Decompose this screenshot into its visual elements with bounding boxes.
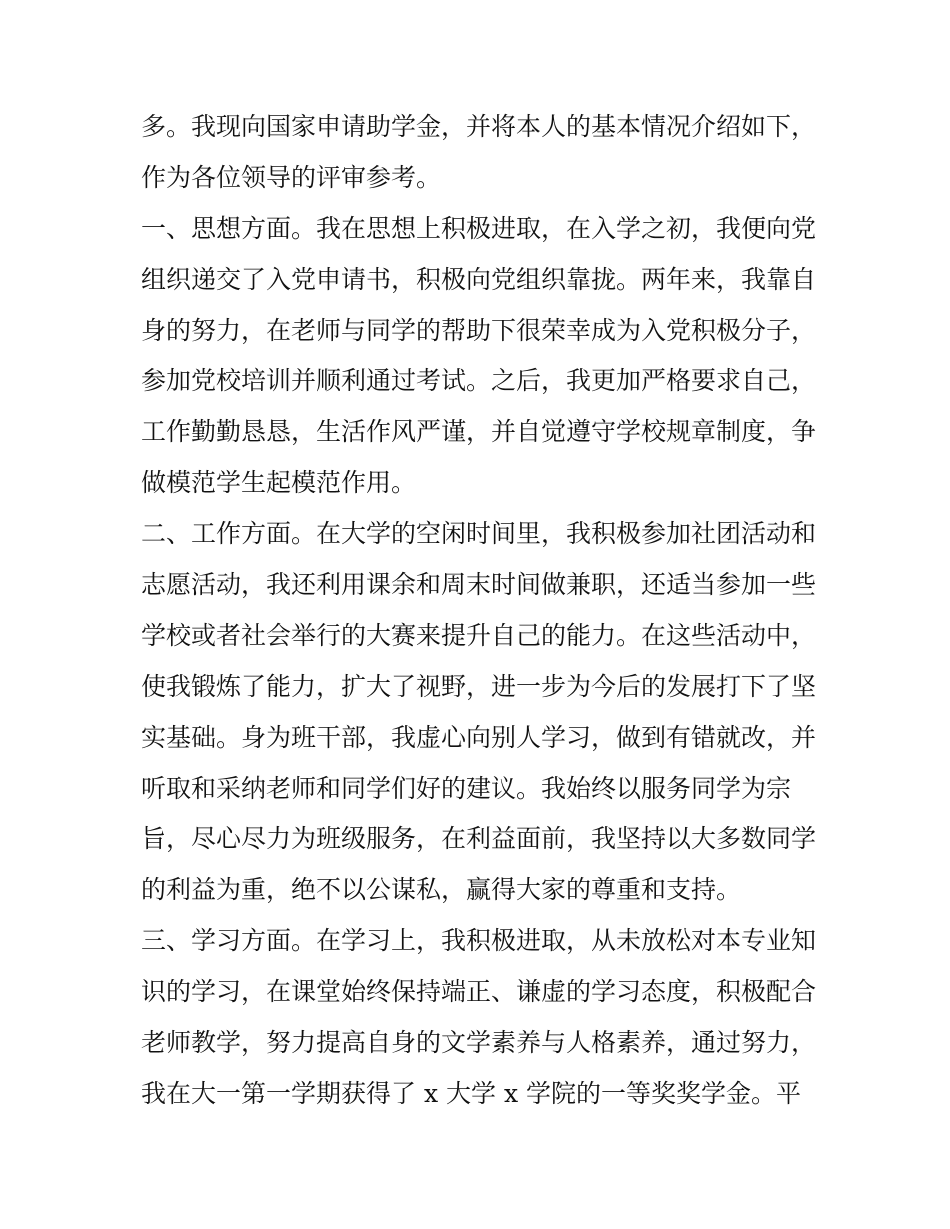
text-line: 志愿活动，我还利用课余和周末时间做兼职，还适当参加一些	[141, 570, 817, 600]
text-line: 学校或者社会举行的大赛来提升自己的能力。在这些活动中，	[141, 620, 817, 650]
text-line: 一、思想方面。我在思想上积极进取，在入学之初，我便向党	[141, 213, 817, 243]
text-line: 旨，尽心尽力为班级服务，在利益面前，我坚持以大多数同学	[141, 824, 817, 854]
text-line: 做模范学生起模范作用。	[141, 468, 417, 498]
text-line: 实基础。身为班干部，我虚心向别人学习，做到有错就改，并	[141, 722, 817, 752]
text-line: 识的学习，在课堂始终保持端正、谦虚的学习态度，积极配合	[141, 977, 817, 1007]
text-line: 工作勤勤恳恳，生活作风严谨，并自觉遵守学校规章制度，争	[141, 417, 817, 447]
text-line: 的利益为重，绝不以公谋私，赢得大家的尊重和支持。	[141, 875, 742, 905]
text-line: 听取和采纳老师和同学们好的建议。我始终以服务同学为宗	[141, 773, 792, 803]
text-line: 组织递交了入党申请书，积极向党组织靠拢。两年来，我靠自	[141, 264, 817, 294]
text-line: 参加党校培训并顺利通过考试。之后，我更加严格要求自己，	[141, 366, 817, 396]
text-line: 老师教学，努力提高自身的文学素养与人格素养，通过努力，	[141, 1028, 817, 1058]
text-line: 我在大一第一学期获得了 x 大学 x 学院的一等奖奖学金。平	[141, 1078, 801, 1108]
text-line: 三、学习方面。在学习上，我积极进取，从未放松对本专业知	[141, 926, 817, 956]
text-line: 使我锻炼了能力，扩大了视野，进一步为今后的发展打下了坚	[141, 671, 817, 701]
text-line: 作为各位领导的评审参考。	[141, 162, 442, 192]
text-line: 多。我现向国家申请助学金，并将本人的基本情况介绍如下，	[141, 112, 817, 141]
text-line: 身的努力，在老师与同学的帮助下很荣幸成为入党积极分子，	[141, 315, 817, 345]
body-text	[141, 102, 821, 1120]
text-line: 二、工作方面。在大学的空闲时间里，我积极参加社团活动和	[141, 519, 817, 549]
